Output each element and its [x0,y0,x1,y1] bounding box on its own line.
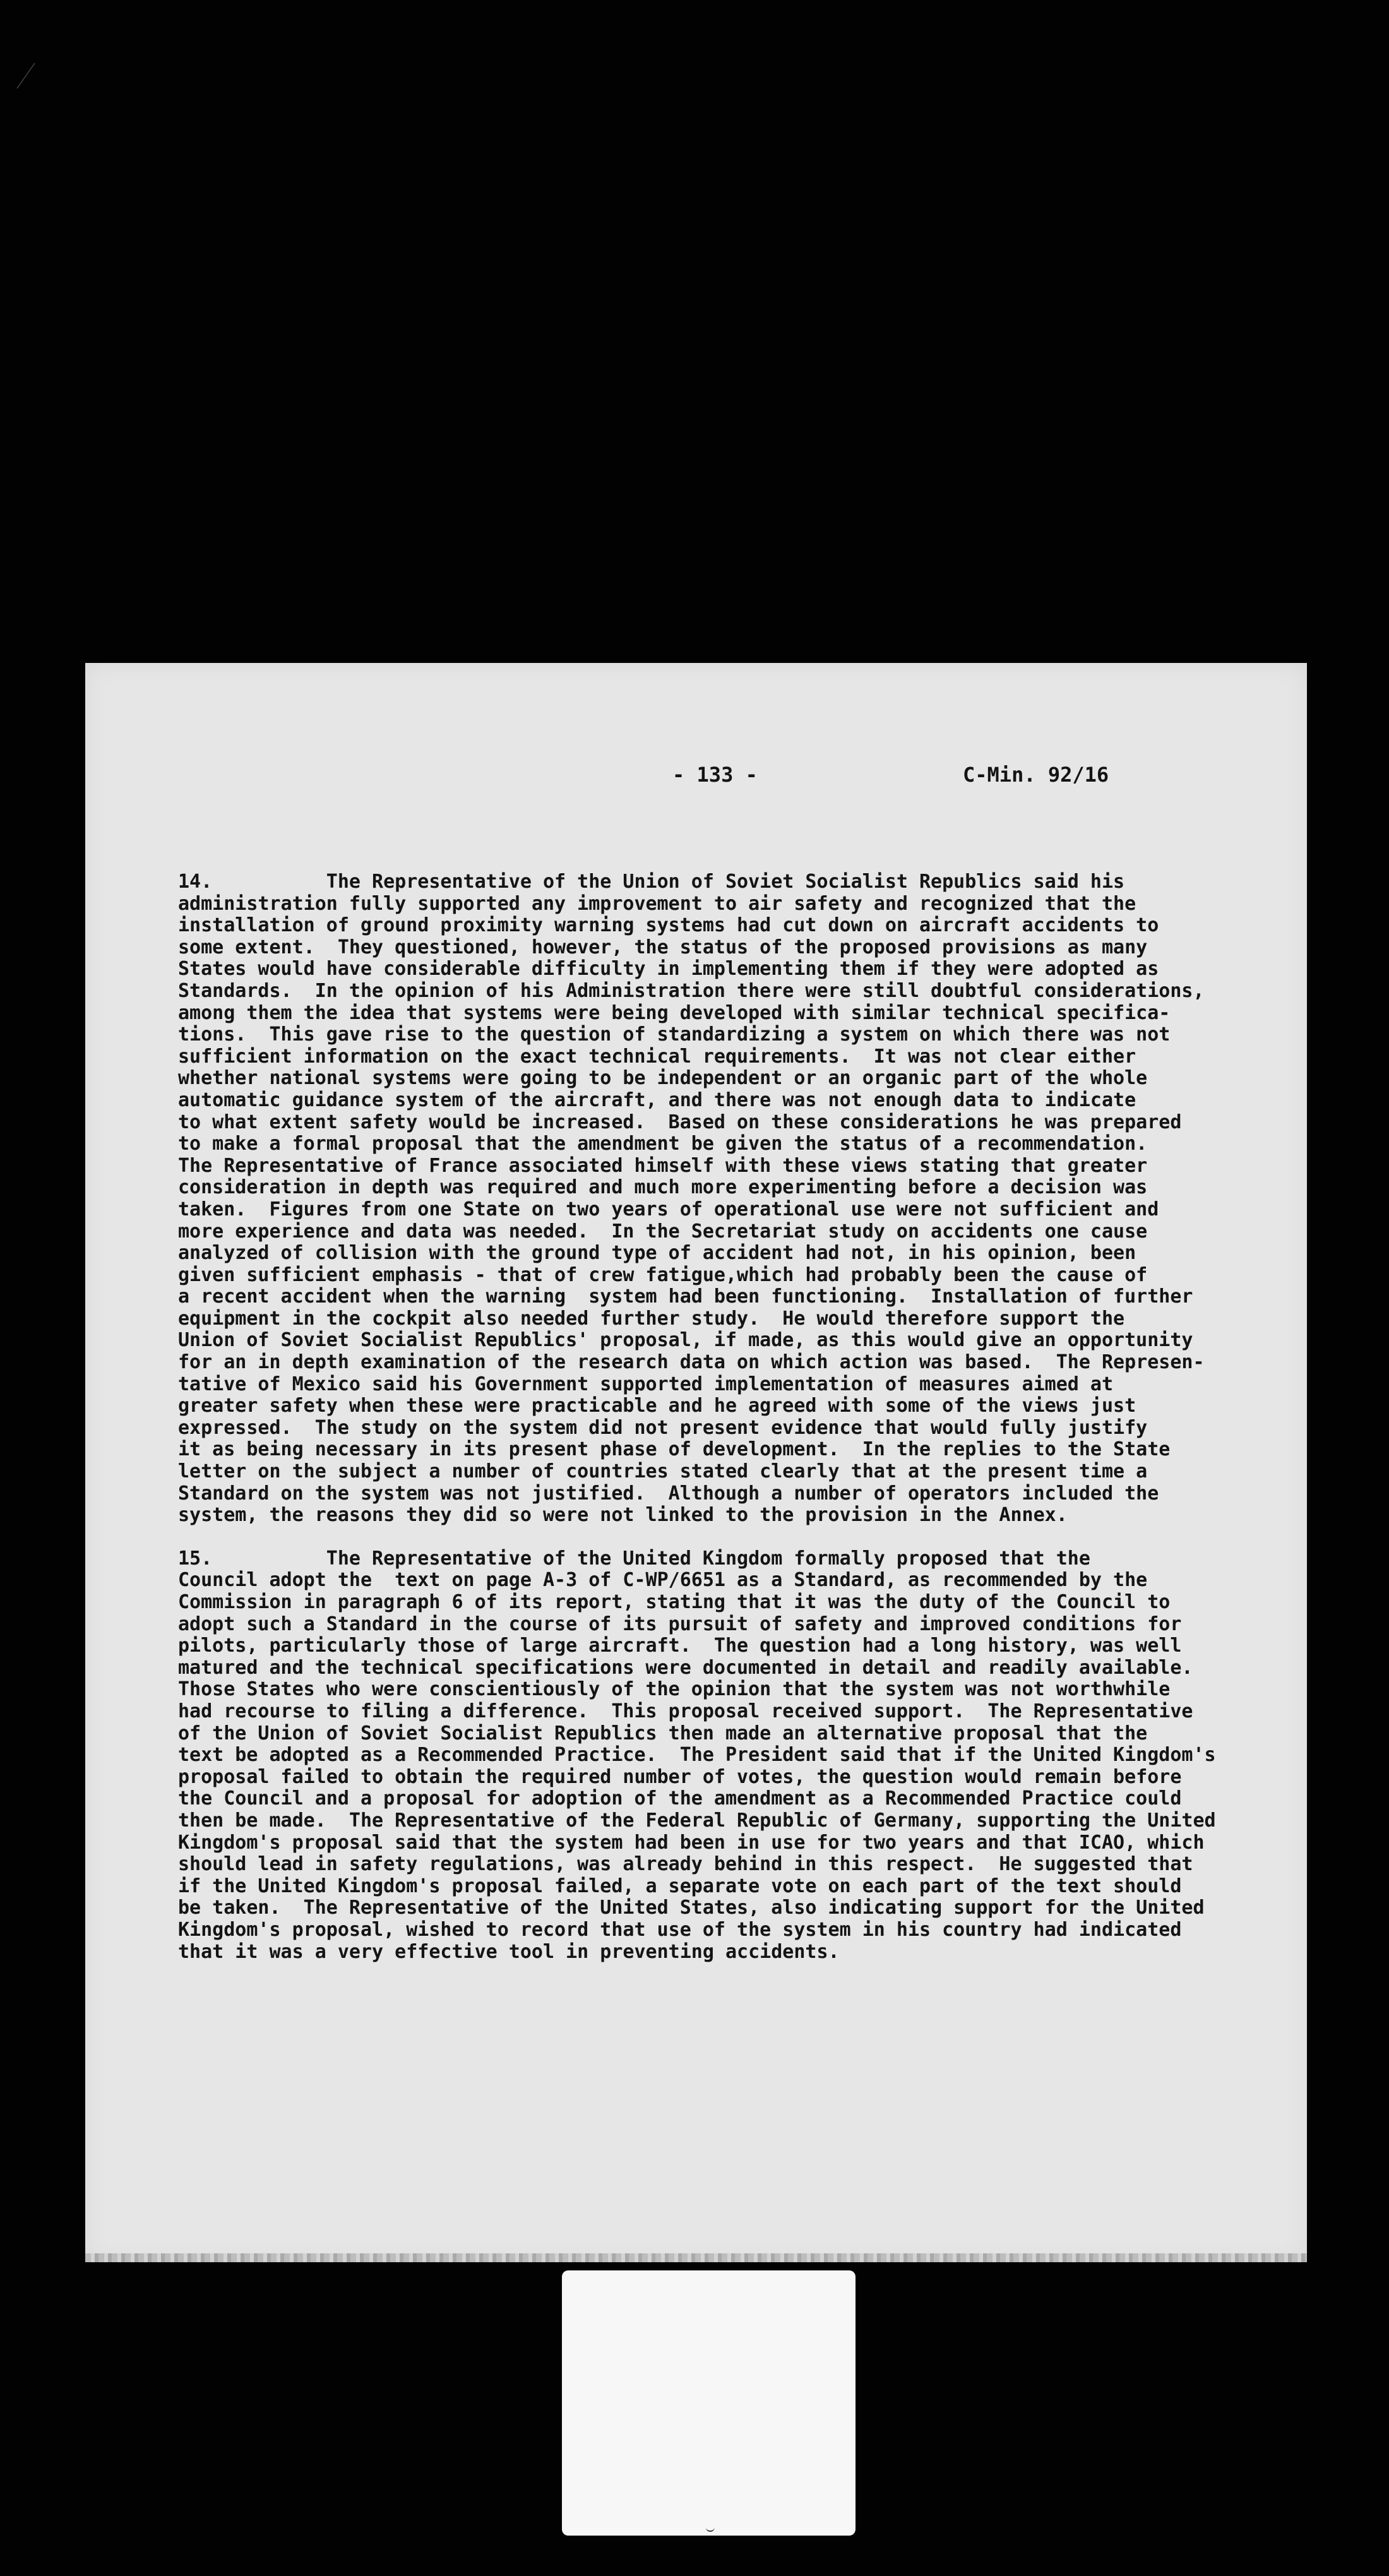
text-line: greater safety when these were practicable and he agreed with some of the views just [178,1395,1136,1417]
text-line: text be adopted as a Recommended Practice. The President said that if the United Kingdom's [178,1744,1216,1767]
text-line: Commission in paragraph 6 of its report, stating that it was the duty of the Council to [178,1591,1171,1613]
text-line: whether national systems were going to be independent or an organic part of the whole [178,1067,1148,1090]
paragraph-15 [178,1548,1245,1963]
text-line: letter on the subject a number of countries stated clearly that at the present time a [178,1460,1148,1483]
document-body [178,871,1245,1963]
text-line: to make a formal proposal that the amendment be given the status of a recommendation. [178,1133,1148,1155]
text-line: be taken. The Representative of the United States, also indicating support for the United [178,1897,1205,1919]
text-line: more experience and data was needed. In the Secretariat study on accidents one cause [178,1220,1148,1243]
page-header [85,763,1307,794]
text-line: tative of Mexico said his Government supported implementation of measures aimed at [178,1373,1114,1395]
text-line: expressed. The study on the system did not present evidence that would fully justify [178,1416,1148,1439]
film-scratch-mark [16,63,51,88]
text-line: pilots, particularly those of large aircraft. The question had a long history, was well [178,1635,1182,1657]
text-line: if the United Kingdom's proposal failed, a separate vote on each part of the text should [178,1875,1182,1897]
text-line: then be made. The Representative of the Federal Republic of Germany, supporting the United [178,1809,1216,1832]
text-line: 14. The Representative of the Union of Soviet Socialist Republics said his [178,871,1125,893]
text-line: analyzed of collision with the ground type of accident had not, in his opinion, been [178,1242,1136,1265]
text-line: some extent. They questioned, however, the status of the proposed provisions as many [178,936,1148,958]
text-line: administration fully supported any improvement to air safety and recognized that the [178,892,1136,915]
text-line: the Council and a proposal for adoption of the amendment as a Recommended Practice could [178,1787,1182,1810]
text-line: Standards. In the opinion of his Administration there were still doubtful considerations, [178,979,1205,1002]
slip-mark [706,2526,715,2532]
text-line: Kingdom's proposal said that the system had been in use for two years and that ICAO, which [178,1831,1205,1854]
text-line: a recent accident when the warning system had been functioning. Installation of further [178,1285,1193,1308]
text-line: adopt such a Standard in the course of its pursuit of safety and improved conditions for [178,1613,1182,1635]
text-line: proposal failed to obtain the required number of votes, the question would remain before [178,1765,1182,1788]
text-line: The Representative of France associated himself with these views stating that greater [178,1154,1148,1177]
text-line: States would have considerable difficulty in implementing them if they were adopted as [178,958,1159,981]
text-line: among them the idea that systems were being developed with similar technical specifica- [178,1001,1171,1024]
text-line: Kingdom's proposal, wished to record that use of the system in his country had indicated [178,1918,1182,1941]
blank-paper-slip [562,2270,855,2536]
paragraph-14 [178,871,1245,1527]
text-line: system, the reasons they did so were not linked to the provision in the Annex. [178,1504,1068,1527]
text-line: for an in depth examination of the research data on which action was based. The Represen- [178,1351,1205,1374]
text-line: had recourse to filing a difference. This proposal received support. The Representative [178,1700,1193,1722]
text-line: equipment in the cockpit also needed further study. He would therefore support the [178,1307,1125,1330]
text-line: Council adopt the text on page A-3 of C-WP/6651 as a Standard, as recommended by the [178,1569,1148,1592]
text-line: tions. This gave rise to the question of standardizing a system on which there was not [178,1023,1171,1046]
text-line: should lead in safety regulations, was already behind in this respect. He suggested that [178,1853,1193,1876]
text-line: of the Union of Soviet Socialist Republics then made an alternative proposal that the [178,1722,1148,1744]
document-page [85,663,1307,2262]
text-line: installation of ground proximity warning systems had cut down on aircraft accidents to [178,914,1159,937]
text-line: automatic guidance system of the aircraft, and there was not enough data to indicate [178,1088,1136,1111]
text-line: Union of Soviet Socialist Republics' proposal, if made, as this would give an opportunity [178,1329,1193,1352]
text-line: sufficient information on the exact technical requirements. It was not clear either [178,1045,1136,1068]
text-line: consideration in depth was required and much more experimenting before a decision was [178,1176,1148,1199]
text-line: taken. Figures from one State on two years of operational use were not sufficient and [178,1198,1159,1220]
page-number: - 133 - [672,763,758,787]
text-line: 15. The Representative of the United Kingdom formally proposed that the [178,1547,1090,1570]
text-line: that it was a very effective tool in preventing accidents. [178,1940,840,1963]
document-reference: C-Min. 92/16 [963,763,1109,787]
text-line: Standard on the system was not justified. Although a number of operators included the [178,1482,1159,1505]
text-line: matured and the technical specifications were documented in detail and readily available. [178,1656,1193,1679]
text-line: to what extent safety would be increased. Based on these considerations he was prepared [178,1111,1182,1133]
text-line: given sufficient emphasis - that of crew fatigue,which had probably been the cause of [178,1263,1148,1286]
text-line: Those States who were conscientiously of the opinion that the system was not worthwhile [178,1678,1171,1701]
text-line: it as being necessary in its present phase of development. In the replies to the State [178,1438,1171,1461]
